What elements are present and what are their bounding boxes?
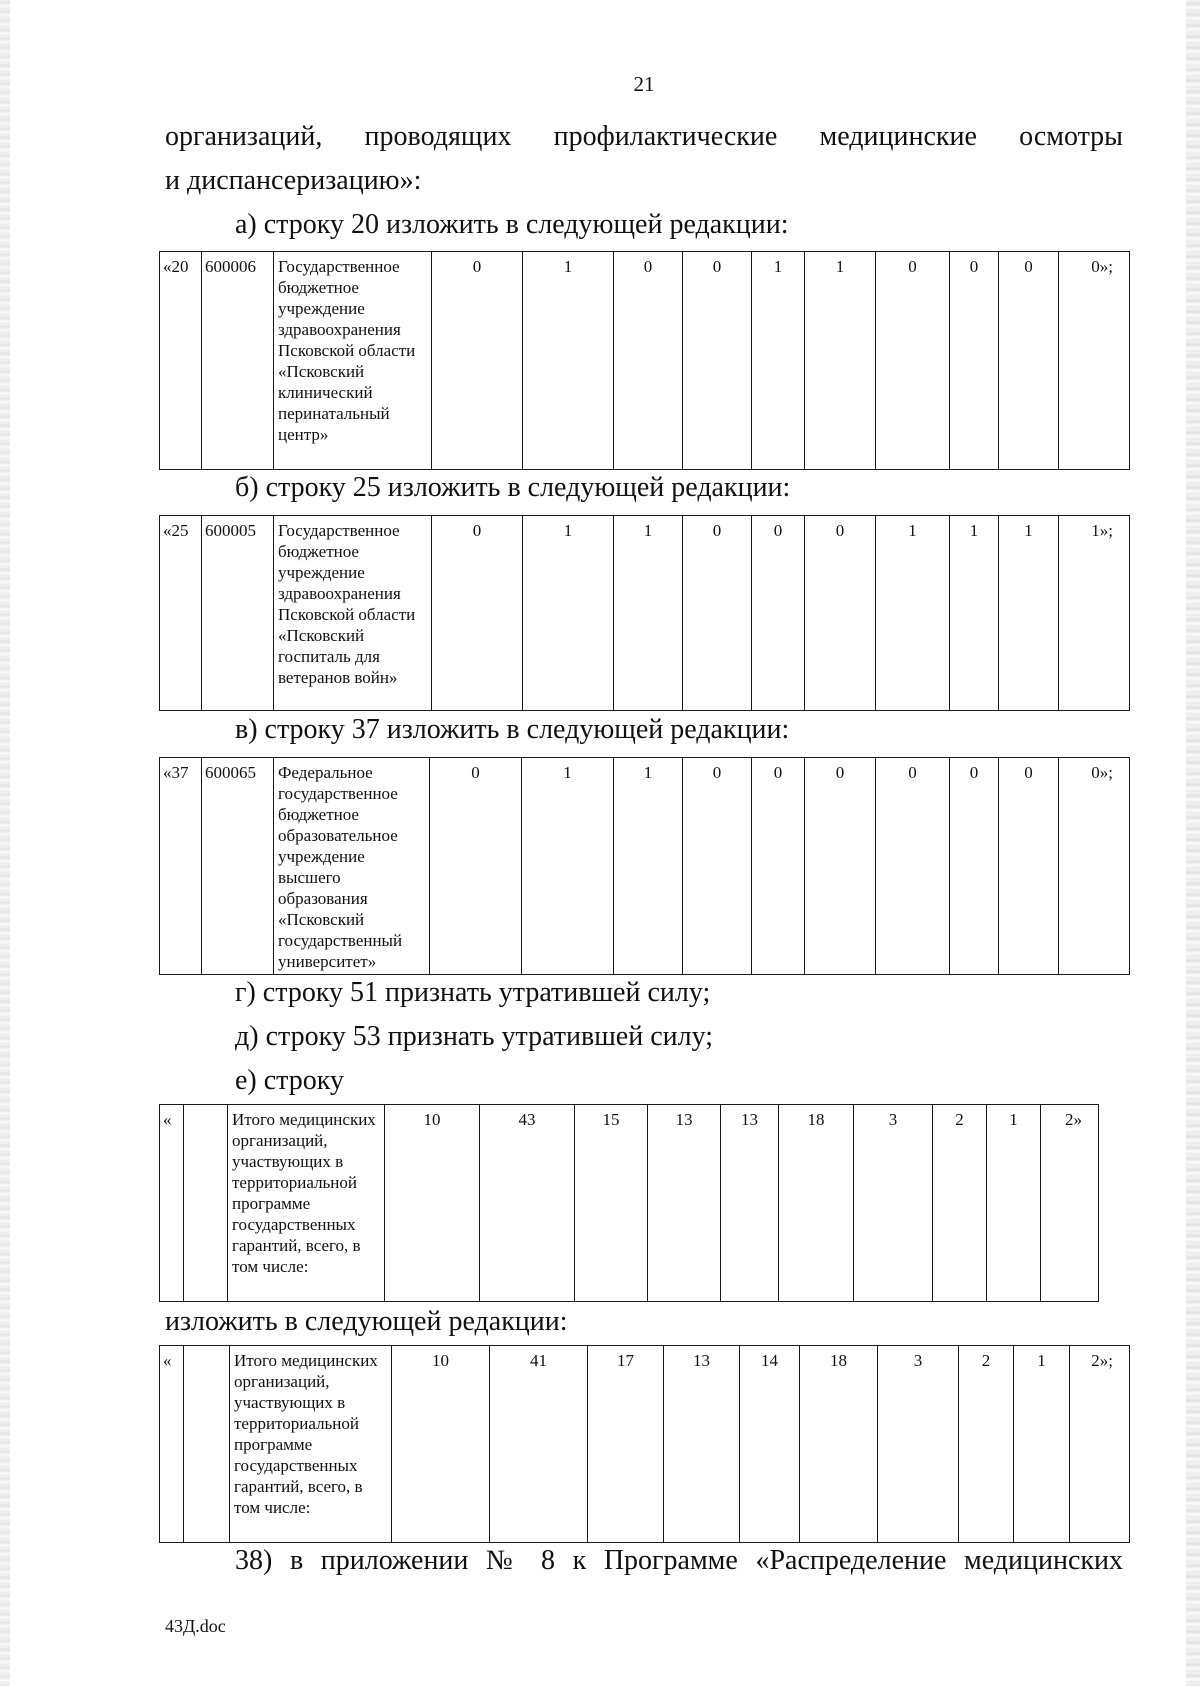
cell-value: 43 [480, 1105, 575, 1302]
cell-value: 0 [430, 758, 522, 975]
cell-value: 3 [878, 1346, 959, 1543]
table-row-total-new [159, 1345, 1130, 1543]
cell-organization: Федеральное государственное бюджетное образовательное учреждение высшего образования «Псковский государственный университет» [274, 758, 430, 975]
page-number: 21 [633, 72, 655, 96]
cell-code: 600065 [202, 758, 274, 975]
cell-value: 41 [490, 1346, 588, 1543]
cell-value: 3 [854, 1105, 933, 1302]
cell-value: 1 [950, 516, 999, 711]
cell-code [184, 1346, 230, 1543]
cell-row-number: «20 [160, 252, 202, 470]
cell-row-number: « [160, 1105, 184, 1302]
item-d: д) строку 53 признать утратившей силу; [235, 1021, 713, 1052]
cell-value: 10 [385, 1105, 480, 1302]
cell-value: 18 [800, 1346, 878, 1543]
item-a: а) строку 20 изложить в следующей редакции: [235, 209, 789, 240]
table-row-25 [159, 515, 1130, 711]
cell-row-number: «37 [160, 758, 202, 975]
cell-value: 0 [999, 758, 1059, 975]
cell-value: 0 [752, 758, 805, 975]
cell-value: 0 [950, 252, 999, 470]
item-izlozhit: изложить в следующей редакции: [165, 1306, 568, 1337]
cell-value: 13 [664, 1346, 740, 1543]
cell-value: 0 [805, 516, 876, 711]
cell-value: 0 [432, 516, 523, 711]
cell-code: 600005 [202, 516, 274, 711]
cell-value: 0»; [1059, 758, 1130, 975]
paragraph-line: и диспансеризацию»: [165, 165, 422, 196]
cell-code [184, 1105, 228, 1302]
table-row [160, 758, 1130, 975]
cell-value: 0 [950, 758, 999, 975]
cell-value: 0 [876, 758, 950, 975]
item-38: 38) в приложении № 8 к Программе «Распределение медицинских [235, 1545, 1123, 1576]
cell-value: 13 [721, 1105, 779, 1302]
cell-value: 1 [999, 516, 1059, 711]
cell-value: 1 [752, 252, 805, 470]
cell-value: 17 [588, 1346, 664, 1543]
scan-edge-right [1186, 0, 1200, 1686]
cell-value: 0 [683, 516, 752, 711]
paragraph-line: организаций, проводящих профилактические медицинские осмотры [165, 121, 1123, 152]
cell-row-number: «25 [160, 516, 202, 711]
table-row-37 [159, 757, 1130, 975]
cell-value: 18 [779, 1105, 854, 1302]
cell-organization: Итого медицинских организаций, участвующих в территориальной программе государственных гарантий, всего, в том числе: [228, 1105, 385, 1302]
table-row [160, 252, 1130, 470]
cell-value: 2 [959, 1346, 1014, 1543]
footer-filename: 43Д.doc [165, 1616, 226, 1636]
table-row-total-old [159, 1104, 1099, 1302]
scan-edge-left [0, 0, 10, 1686]
cell-value: 1 [523, 252, 614, 470]
cell-value: 1 [614, 758, 683, 975]
item-v: в) строку 37 изложить в следующей редакции: [235, 714, 790, 745]
cell-value: 1 [805, 252, 876, 470]
cell-value: 15 [575, 1105, 648, 1302]
cell-value: 2 [933, 1105, 987, 1302]
cell-value: 0 [805, 758, 876, 975]
cell-organization: Государственное бюджетное учреждение здравоохранения Псковской области «Псковский клинический перинатальный центр» [274, 252, 432, 470]
cell-value: 1»; [1059, 516, 1130, 711]
cell-value: 0 [683, 758, 752, 975]
cell-value: 1 [523, 516, 614, 711]
cell-row-number: « [160, 1346, 184, 1543]
cell-value: 0 [876, 252, 950, 470]
cell-value: 0 [683, 252, 752, 470]
cell-value: 0 [614, 252, 683, 470]
cell-code: 600006 [202, 252, 274, 470]
cell-value: 1 [522, 758, 614, 975]
cell-value: 0 [432, 252, 523, 470]
cell-value: 0 [752, 516, 805, 711]
cell-value: 0»; [1059, 252, 1130, 470]
item-g: г) строку 51 признать утратившей силу; [235, 977, 711, 1008]
table-row [160, 1346, 1130, 1543]
cell-value: 1 [614, 516, 683, 711]
cell-value: 1 [876, 516, 950, 711]
table-row [160, 516, 1130, 711]
cell-organization: Государственное бюджетное учреждение здравоохранения Псковской области «Псковский госпиталь для ветеранов войн» [274, 516, 432, 711]
table-row-20 [159, 251, 1130, 470]
cell-value: 14 [740, 1346, 800, 1543]
cell-value: 1 [1014, 1346, 1070, 1543]
item-e: е) строку [235, 1065, 344, 1096]
cell-value: 10 [392, 1346, 490, 1543]
table-row [160, 1105, 1099, 1302]
cell-value: 2» [1041, 1105, 1099, 1302]
cell-value: 2»; [1070, 1346, 1130, 1543]
cell-organization: Итого медицинских организаций, участвующих в территориальной программе государственных гарантий, всего, в том числе: [230, 1346, 392, 1543]
item-b: б) строку 25 изложить в следующей редакции: [235, 472, 791, 503]
cell-value: 1 [987, 1105, 1041, 1302]
cell-value: 13 [648, 1105, 721, 1302]
cell-value: 0 [999, 252, 1059, 470]
